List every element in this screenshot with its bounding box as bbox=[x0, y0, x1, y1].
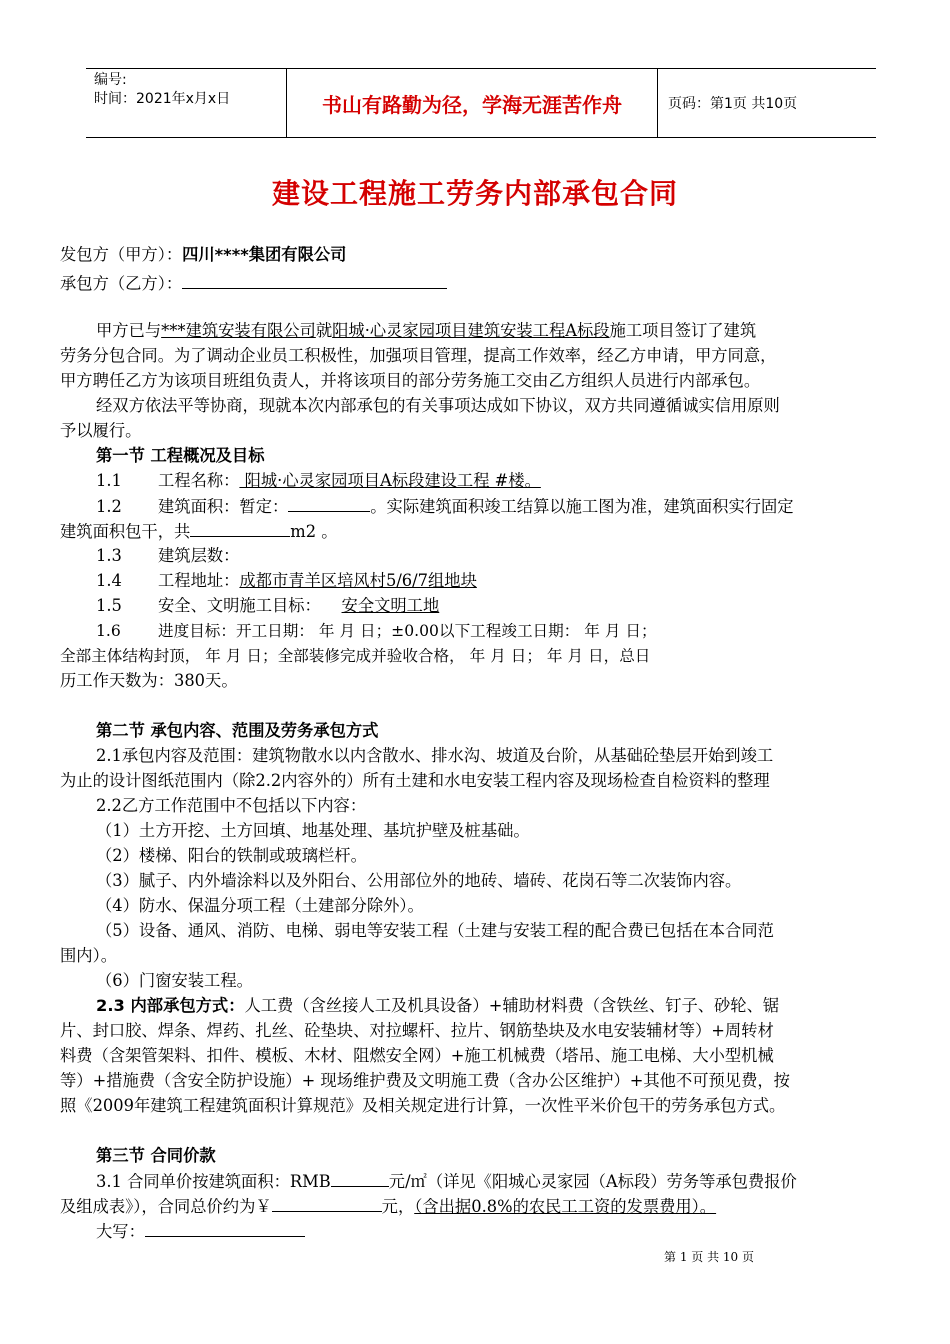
exclusion-5: （5）设备、通风、消防、电梯、弱电等安装工程（土建与安装工程的配合费已包括在本合同范 bbox=[96, 921, 774, 940]
exclusion-1: （1）土方开挖、土方回填、地基处理、基坑护壁及桩基础。 bbox=[96, 821, 530, 840]
item-1-5: 1.5 安全、文明施工目标： 安全文明工地 bbox=[96, 596, 440, 615]
para-2-2: 2.2乙方工作范围中不包括以下内容： bbox=[96, 796, 367, 815]
para-3-1: 3.1 合同单价按建筑面积：RMB 元/㎡（详见《阳城心灵家园（A标段）劳务等承包费报价 bbox=[96, 1172, 797, 1191]
party-a-value: 四川****集团有限公司 bbox=[182, 245, 347, 264]
item-1-6-line-2: 全部主体结构封顶， 年 月 日；全部装修完成并验收合格， 年 月 日； 年 月 日，总日 bbox=[60, 647, 651, 665]
exclusion-3: （3）腻子、内外墙涂料以及外阳台、公用部位外的地砖、墙砖、花岗石等二次装饰内容。 bbox=[96, 871, 742, 890]
intro-line-3: 甲方聘任乙方为该项目班组负责人，并将该项目的部分劳务施工交由乙方组织人员进行内部承包。 bbox=[60, 371, 761, 390]
section-3-heading: 第三节 合同价款 bbox=[96, 1146, 216, 1165]
time-label: 时间：2021年x月x日 bbox=[94, 91, 231, 107]
exclusion-4: （4）防水、保温分项工程（土建部分除外）。 bbox=[96, 896, 424, 915]
para-2-1-line-2: 为止的设计图纸范围内（除2.2内容外的）所有土建和水电安装工程内容及现场检查自检资料的整理 bbox=[60, 771, 770, 790]
para-2-3-line-2: 片、封口胶、焊条、焊药、扎丝、砼垫块、对拉螺杆、拉片、钢筋垫块及水电安装辅材等）+周转材 bbox=[60, 1021, 774, 1040]
header-meta bbox=[86, 69, 286, 137]
exclusion-6: （6）门窗安装工程。 bbox=[96, 971, 253, 990]
party-b-blank bbox=[182, 272, 447, 289]
item-1-2-cont: 建筑面积包干，共 m2 。 bbox=[60, 522, 338, 541]
page-footer: 第 1 页 共 10 页 bbox=[664, 1250, 754, 1264]
document-header bbox=[86, 68, 876, 138]
exclusion-2: （2）楼梯、阳台的铁制或玻璃栏杆。 bbox=[96, 846, 367, 865]
intro-line-1: 甲方已与***建筑安装有限公司就阳城·心灵家园项目建筑安装工程A标段施工项目签订了建筑 bbox=[96, 321, 757, 340]
para-2-1: 2.1承包内容及范围：建筑物散水以内含散水、排水沟、坡道及台阶，从基础砼垫层开始到竣工 bbox=[96, 746, 774, 765]
item-1-4: 1.4 工程地址：成都市青羊区培风村5/6/7组地块 bbox=[96, 571, 477, 590]
para-2-3: 2.3 内部承包方式：人工费（含丝接人工及机具设备）+辅助材料费（含铁丝、钉子、砂轮、锯 bbox=[96, 996, 780, 1015]
para-2-3-line-5: 照《2009年建筑工程建筑面积计算规范》及相关规定进行计算，一次性平米价包干的劳务承包方式。 bbox=[60, 1096, 786, 1115]
intro-line-2: 劳务分包合同。为了调动企业员工积极性，加强项目管理，提高工作效率，经乙方申请，甲方同意， bbox=[60, 346, 777, 365]
serial-label: 编号: bbox=[94, 72, 127, 88]
document-title: 建设工程施工劳务内部承包合同 bbox=[271, 177, 678, 210]
intro-line-5: 予以履行。 bbox=[60, 421, 142, 440]
section-1-heading: 第一节 工程概况及目标 bbox=[96, 446, 265, 465]
intro-line-4: 经双方依法平等协商，现就本次内部承包的有关事项达成如下协议，双方共同遵循诚实信用原则 bbox=[96, 396, 780, 415]
para-2-3-line-3: 料费（含架管架料、扣件、模板、木材、阻燃安全网）+施工机械费（塔吊、施工电梯、大小型机械 bbox=[60, 1046, 774, 1065]
party-a-label: 发包方（甲方）： bbox=[60, 245, 183, 264]
item-1-6-line-3: 历工作天数为：380天。 bbox=[60, 671, 238, 690]
party-b-line bbox=[60, 272, 447, 295]
daxie-line: 大写： bbox=[96, 1220, 305, 1243]
motto: 书山有路勤为径，学海无涯苦作舟 bbox=[286, 69, 658, 137]
party-a-line bbox=[60, 244, 346, 266]
item-1-2: 1.2 建筑面积：暂定： 。实际建筑面积竣工结算以施工图为准，建筑面积实行固定 bbox=[96, 497, 794, 516]
para-3-1-line-2: 及组成表》），合同总价约为￥ 元，（含出据0.8%的农民工工资的发票费用）。 bbox=[60, 1197, 717, 1216]
exclusion-5-line-2: 围内）。 bbox=[60, 946, 117, 965]
item-1-3: 1.3 建筑层数： bbox=[96, 546, 240, 565]
page-info: 页码：第1页 共10页 bbox=[668, 96, 798, 112]
item-1-1: 1.1 工程名称： 阳城·心灵家园项目A标段建设工程 #楼。 bbox=[96, 471, 541, 490]
party-b-label: 承包方（乙方）： bbox=[60, 274, 183, 293]
section-2-heading: 第二节 承包内容、范围及劳务承包方式 bbox=[96, 721, 379, 740]
para-2-3-line-4: 等）+措施费（含安全防护设施）+ 现场维护费及文明施工费（含办公区维护）+其他不可预见费，按 bbox=[60, 1071, 790, 1090]
item-1-6: 1.6 进度目标：开工日期： 年 月 日；±0.00以下工程竣工日期： 年 月 日； bbox=[96, 622, 657, 640]
